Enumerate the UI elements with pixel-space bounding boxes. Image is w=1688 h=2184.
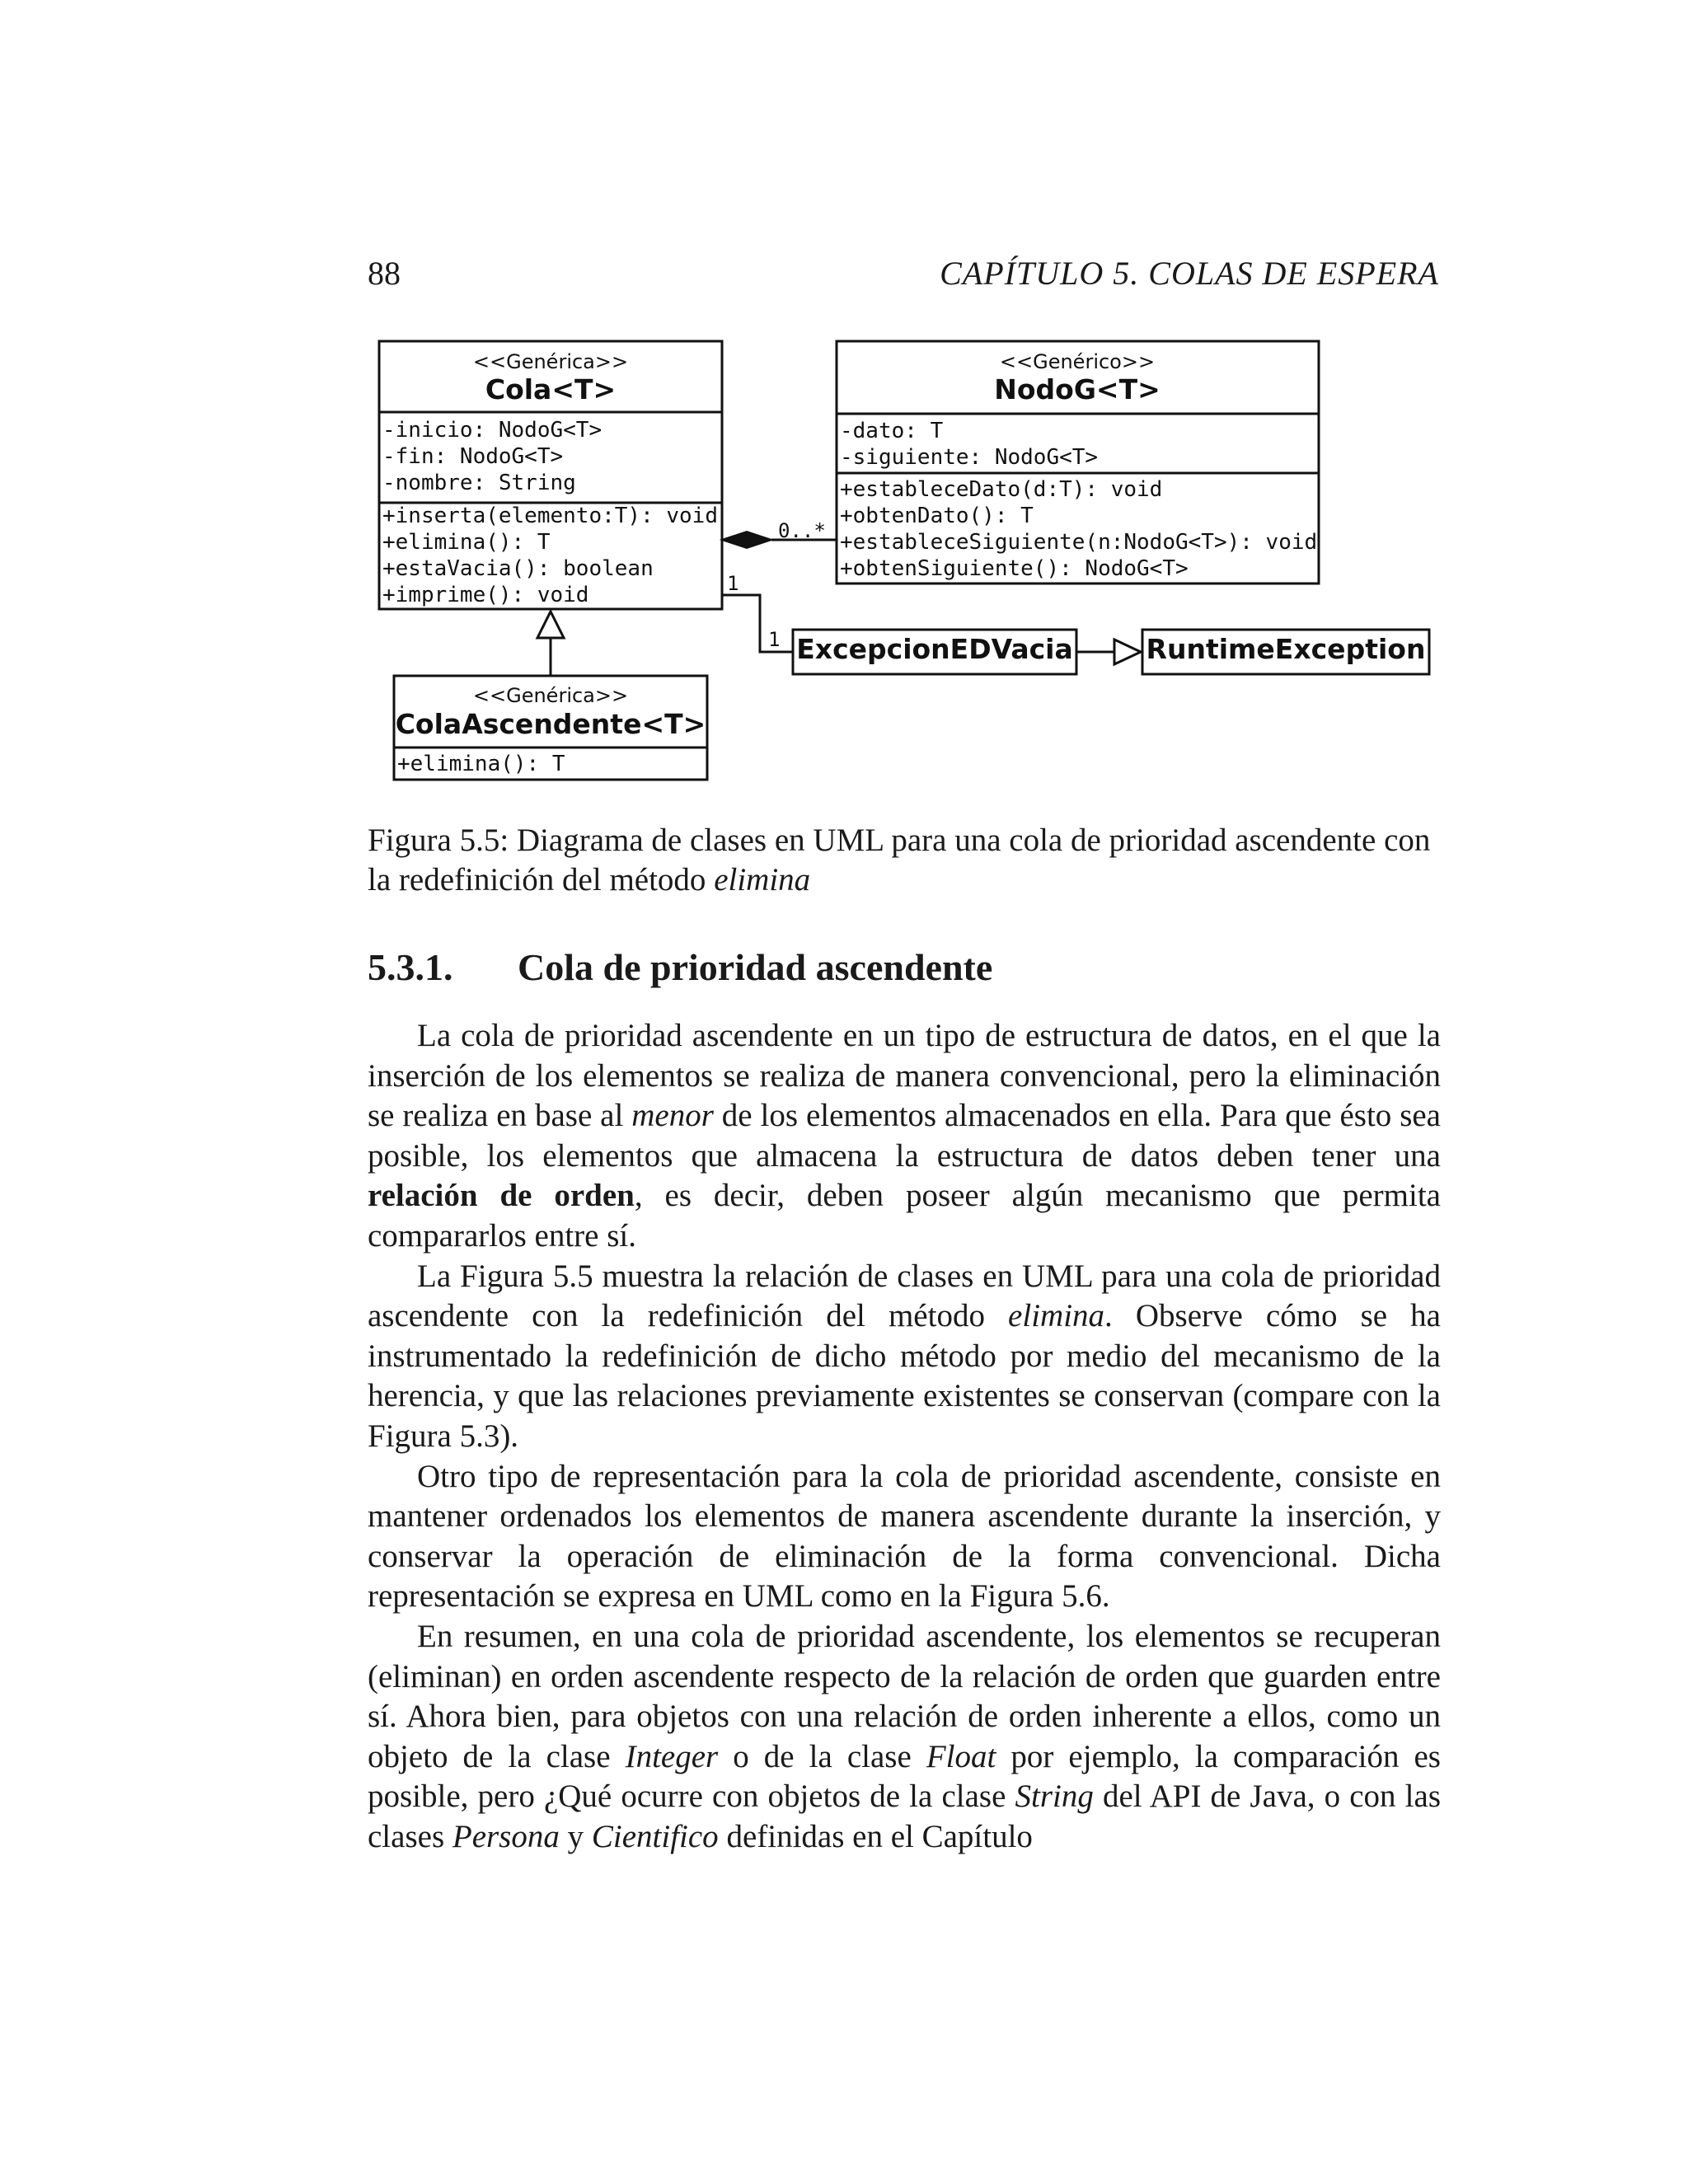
body-text	[368, 1016, 1441, 1857]
text-run: La cola de prioridad ascendente en un tipo de estructura de datos, en el que la inserción de los elementos se realiza de manera convencional, pero la eliminación se realiza en base al	[368, 1018, 1441, 1134]
cola-method: +inserta(elemento:T): void	[382, 504, 718, 528]
runtime-name: RuntimeException	[1146, 633, 1426, 665]
nodog-stereotype: <<Genérico>>	[999, 350, 1156, 373]
text-run: . Observe cómo se ha instrumentado la redefinición de dicho método por medio del mecanismo de la herencia, y que las relaciones previamente existentes se conservan (compare con la Figura 5.3).	[368, 1298, 1441, 1454]
emphasis: menor	[631, 1098, 714, 1134]
emphasis: String	[1015, 1779, 1094, 1815]
cola-method: +estaVacia(): boolean	[382, 556, 654, 581]
excepcion-name: ExcepcionEDVacia	[796, 633, 1073, 665]
nodog-name: NodoG<T>	[994, 373, 1160, 405]
class-cola	[379, 341, 722, 609]
text-run: del API de Java, o con las clases	[368, 1779, 1441, 1854]
multiplicity-label: 0..*	[778, 519, 826, 542]
text-run: o de la clase	[718, 1738, 926, 1774]
class-nodog	[837, 341, 1319, 583]
cola-stereotype: <<Genérica>>	[472, 350, 629, 373]
cola-attribute: -nombre: String	[382, 471, 576, 495]
cola-method: +imprime(): void	[382, 583, 589, 607]
class-cola-ascendente	[394, 676, 707, 780]
text-run: La Figura 5.5 muestra la relación de clases en UML para una cola de prioridad ascendente con la redefinición del método	[368, 1258, 1441, 1334]
class-excepcion-edvacia	[793, 630, 1076, 674]
text-run: , es decir, deben poseer algún mecanismo que permita compararlos entre sí.	[368, 1178, 1441, 1254]
cola-ascendente-method: +elimina(): T	[397, 752, 565, 776]
page-number: 88	[368, 255, 401, 292]
text-run: Otro tipo de representación para la cola de prioridad ascendente, consiste en mantener ordenados los elementos de manera ascendente durante la inserción, y conservar la operación de eliminación de la forma convencional. Dicha representación se expresa en UML como en la Figura 5.6.	[368, 1458, 1441, 1615]
cola-attribute: -inicio: NodoG<T>	[382, 418, 603, 443]
nodog-method: +estableceSiguiente(n:NodoG<T>): void	[840, 530, 1318, 555]
figure-caption	[368, 821, 1441, 900]
nodog-method: +estableceDato(d:T): void	[840, 477, 1163, 502]
multiplicity-label: 1	[727, 572, 739, 595]
paragraph	[368, 1257, 1441, 1457]
nodog-method: +obtenSiguiente(): NodoG<T>	[840, 556, 1189, 581]
cola-ascendente-stereotype: <<Genérica>>	[472, 684, 629, 707]
cola-name: Cola<T>	[485, 373, 617, 405]
emphasis: Integer	[625, 1738, 719, 1774]
class-runtime-exception	[1142, 630, 1429, 674]
nodog-attribute: -dato: T	[840, 419, 944, 443]
running-head: CAPÍTULO 5. COLAS DE ESPERA	[940, 255, 1439, 292]
text-run: definidas en el Capítulo	[718, 1818, 1033, 1854]
emphasis: Cientifico	[591, 1818, 719, 1854]
text-run: por ejemplo, la comparación es posible, pero ¿Qué ocurre con objetos de la clase	[368, 1738, 1441, 1815]
inheritance-arrow	[537, 612, 564, 676]
uml-class-diagram	[0, 0, 1688, 791]
section-heading	[368, 944, 992, 991]
multiplicity-label: 1	[768, 628, 781, 651]
nodog-attribute: -siguiente: NodoG<T>	[840, 445, 1099, 470]
text-run: y	[559, 1818, 592, 1854]
nodog-method: +obtenDato(): T	[840, 504, 1034, 528]
paragraph	[368, 1457, 1441, 1617]
caption-text: Figura 5.5: Diagrama de clases en UML para una cola de prioridad ascendente con la redefinición del método	[368, 823, 1431, 898]
cola-attribute: -fin: NodoG<T>	[382, 444, 564, 469]
caption-emphasis: elimina	[714, 862, 811, 898]
cola-ascendente-name: ColaAscendente<T>	[395, 708, 706, 740]
composition-arrow	[722, 519, 837, 548]
dependency-line	[722, 572, 793, 652]
paragraph	[368, 1016, 1441, 1257]
emphasis: Persona	[452, 1818, 560, 1854]
emphasis: Float	[926, 1738, 996, 1774]
text-run: En resumen, en una cola de prioridad ascendente, los elementos se recuperan (eliminan) en orden ascendente respecto de la relación de orden que guarden entre sí. Ahora bien, para objetos con una relación de orden inherente a ellos, como un objeto de la clase	[368, 1618, 1441, 1774]
bold-term: relación de orden	[368, 1178, 635, 1214]
paragraph	[368, 1617, 1441, 1858]
cola-method: +elimina(): T	[382, 530, 551, 555]
text-run: de los elementos almacenados en ella. Para que ésto sea posible, los elementos que almacena la estructura de datos deben tener una	[368, 1098, 1441, 1174]
emphasis: elimina	[1008, 1298, 1105, 1334]
section-title: Cola de prioridad ascendente	[518, 946, 993, 988]
section-number: 5.3.1.	[368, 946, 453, 988]
generalization-arrow	[1076, 640, 1141, 664]
